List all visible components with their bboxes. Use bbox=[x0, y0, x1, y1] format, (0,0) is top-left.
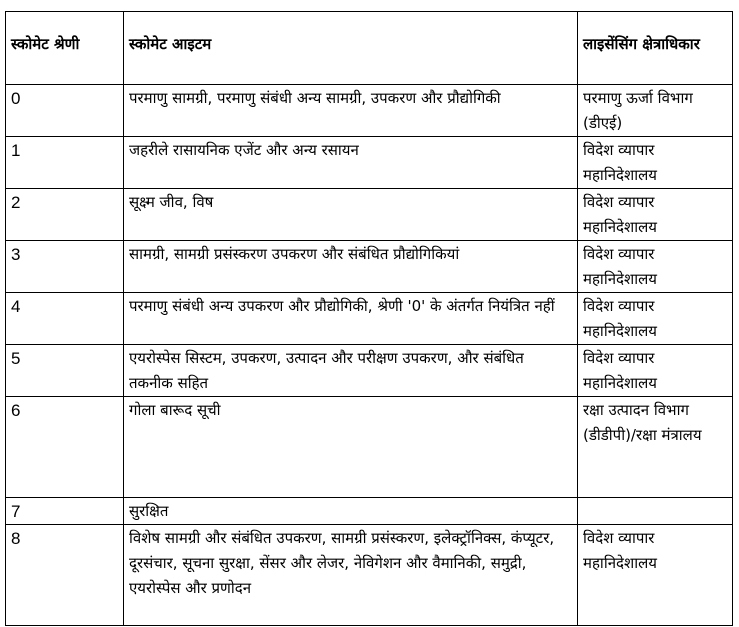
cell-jurisdiction: विदेश व्यापार महानिदेशालय bbox=[578, 189, 733, 241]
cell-jurisdiction: विदेश व्यापार महानिदेशालय bbox=[578, 345, 733, 397]
cell-jurisdiction: विदेश व्यापार महानिदेशालय bbox=[578, 137, 733, 189]
cell-items: एयरोस्पेस सिस्टम, उपकरण, उत्पादन और परीक्षण उपकरण, और संबंधित तकनीक सहित bbox=[124, 345, 578, 397]
cell-jurisdiction: परमाणु ऊर्जा विभाग (डीएई) bbox=[578, 85, 733, 137]
cell-category: 5 bbox=[6, 345, 124, 397]
table-header-row bbox=[6, 12, 733, 85]
cell-category: 3 bbox=[6, 241, 124, 293]
table-row bbox=[6, 189, 733, 241]
table-row bbox=[6, 85, 733, 137]
cell-jurisdiction: विदेश व्यापार महानिदेशालय bbox=[578, 241, 733, 293]
cell-jurisdiction: रक्षा उत्पादन विभाग (डीडीपी)/रक्षा मंत्रालय bbox=[578, 397, 733, 498]
table-row bbox=[6, 137, 733, 189]
table-row bbox=[6, 397, 733, 498]
header-jurisdiction: लाइसेंसिंग क्षेत्राधिकार bbox=[578, 12, 733, 85]
cell-category: 2 bbox=[6, 189, 124, 241]
cell-items: सूक्ष्म जीव, विष bbox=[124, 189, 578, 241]
table-row bbox=[6, 293, 733, 345]
cell-category: 1 bbox=[6, 137, 124, 189]
header-items: स्कोमेट आइटम bbox=[124, 12, 578, 85]
cell-category: 7 bbox=[6, 498, 124, 525]
cell-items: गोला बारूद सूची bbox=[124, 397, 578, 498]
scomet-table bbox=[5, 11, 733, 626]
cell-category: 6 bbox=[6, 397, 124, 498]
header-category: स्कोमेट श्रेणी bbox=[6, 12, 124, 85]
cell-items: परमाणु संबंधी अन्य उपकरण और प्रौद्योगिकी, श्रेणी '0' के अंतर्गत नियंत्रित नहीं bbox=[124, 293, 578, 345]
table-row bbox=[6, 498, 733, 525]
cell-items: सुरक्षित bbox=[124, 498, 578, 525]
cell-items: परमाणु सामग्री, परमाणु संबंधी अन्य सामग्री, उपकरण और प्रौद्योगिकी bbox=[124, 85, 578, 137]
cell-items: सामग्री, सामग्री प्रसंस्करण उपकरण और संबंधित प्रौद्योगिकियां bbox=[124, 241, 578, 293]
cell-jurisdiction bbox=[578, 498, 733, 525]
cell-category: 8 bbox=[6, 525, 124, 626]
cell-jurisdiction: विदेश व्यापार महानिदेशालय bbox=[578, 525, 733, 626]
cell-category: 4 bbox=[6, 293, 124, 345]
table-row bbox=[6, 241, 733, 293]
cell-items: विशेष सामग्री और संबंधित उपकरण, सामग्री प्रसंस्करण, इलेक्ट्रॉनिक्स, कंप्यूटर, दूरसंचार, सूचना सुरक्षा, सेंसर और लेजर, नेविगेशन और वैमानिकी, समुद्री, एयरोस्पेस और प्रणोदन bbox=[124, 525, 578, 626]
table-row bbox=[6, 525, 733, 626]
cell-category: 0 bbox=[6, 85, 124, 137]
cell-items: जहरीले रासायनिक एजेंट और अन्य रसायन bbox=[124, 137, 578, 189]
cell-jurisdiction: विदेश व्यापार महानिदेशालय bbox=[578, 293, 733, 345]
table-row bbox=[6, 345, 733, 397]
